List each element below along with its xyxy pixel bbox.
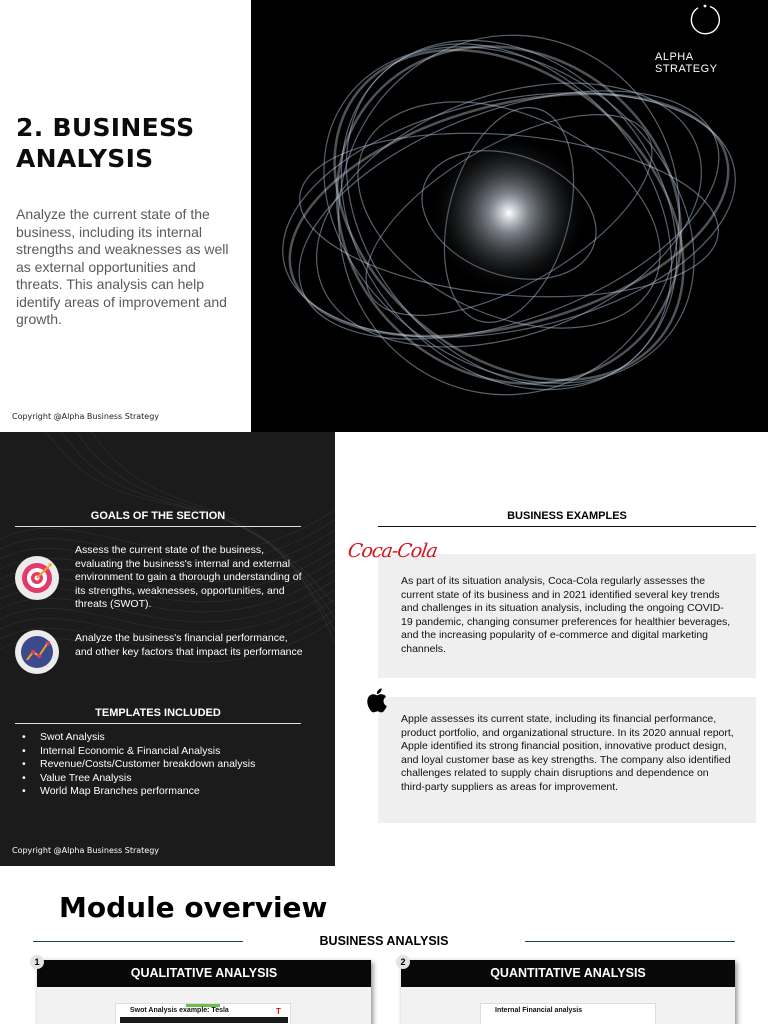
copyright-text: Copyright @Alpha Business Strategy	[12, 412, 160, 421]
thumbnail-title: Swot Analysis example: Tesla	[130, 1007, 229, 1014]
goals-heading: GOALS OF THE SECTION	[90, 510, 226, 522]
copyright-text: Copyright @Alpha Business Strategy	[12, 846, 160, 855]
coca-cola-logo: Coca-Cola	[346, 540, 439, 562]
intro-panel	[0, 0, 251, 432]
thumbnail-title: Internal Financial analysis	[495, 1007, 583, 1014]
template-item: • Internal Economic & Financial Analysis	[22, 745, 255, 759]
goal-item-1: Assess the current state of the business, evaluating the business's internal and external environment to gain a thorough understanding of its strengths, weaknesses, opportunities, and threats (SWOT).	[75, 544, 302, 610]
growth-chart-icon	[15, 630, 59, 674]
module-title: Module overview	[59, 891, 328, 924]
templates-list	[22, 731, 255, 799]
slide-goals-and-examples	[0, 432, 768, 866]
card-number-badge: 2	[396, 955, 410, 969]
thumbnail-header-bar	[120, 1017, 288, 1023]
swot-thumbnail	[115, 1003, 291, 1024]
module-subtitle: BUSINESS ANALYSIS	[319, 934, 449, 948]
brand-name: ALPHA STRATEGY	[655, 51, 718, 75]
slide-business-analysis-intro	[0, 0, 768, 432]
example-text-apple: Apple assesses its current state, including its financial performance, product portfolio, and organizational structure. In its 2020 annual report, Apple identified its strong financial position, innovative product design, and loyal customer base as key strengths. The company also identified challenges related to supply chain disruptions and dependence on third-party suppliers as areas for improvement.	[401, 713, 734, 793]
qualitative-analysis-card	[37, 960, 371, 1024]
divider	[525, 941, 735, 942]
templates-heading: TEMPLATES INCLUDED	[95, 707, 221, 719]
card-number-badge: 1	[30, 955, 44, 969]
apple-logo-icon	[364, 683, 392, 717]
divider	[15, 723, 301, 724]
target-icon	[15, 556, 59, 600]
template-item: • Swot Analysis	[22, 731, 255, 745]
tesla-logo: T	[276, 1007, 281, 1016]
examples-heading: BUSINESS EXAMPLES	[507, 510, 627, 522]
slide-module-overview	[0, 866, 768, 1024]
divider	[15, 526, 301, 527]
template-item: • World Map Branches performance	[22, 785, 255, 799]
example-text-coca-cola: As part of its situation analysis, Coca-Cola regularly assesses the current state of its business and in 2021 identified several key trends and challenges in its situation analysis, including the ongoing COVID-19 pandemic, changing consumer preferences for healthier beverages, and the increasing popularity of e-commerce and digital marketing channels.	[401, 575, 731, 655]
financial-thumbnail	[480, 1003, 656, 1024]
goal-item-2: Analyze the business's financial performance, and other key factors that impact its performance	[75, 632, 303, 658]
section-description: Analyze the current state of the business, including its internal strengths and weaknesses as well as external opportunities and threats. This analysis can help identify areas of improvement and growth.	[16, 206, 229, 327]
quantitative-analysis-card	[401, 960, 735, 1024]
goals-panel	[0, 432, 335, 866]
card-title: QUALITATIVE ANALYSIS	[37, 960, 371, 987]
section-title: 2. BUSINESS ANALYSIS	[16, 113, 195, 173]
divider	[378, 526, 756, 527]
card-title: QUANTITATIVE ANALYSIS	[401, 960, 735, 987]
template-item: • Revenue/Costs/Customer breakdown analysis	[22, 758, 255, 772]
template-item: • Value Tree Analysis	[22, 772, 255, 786]
brand-logo-icon	[688, 3, 722, 37]
